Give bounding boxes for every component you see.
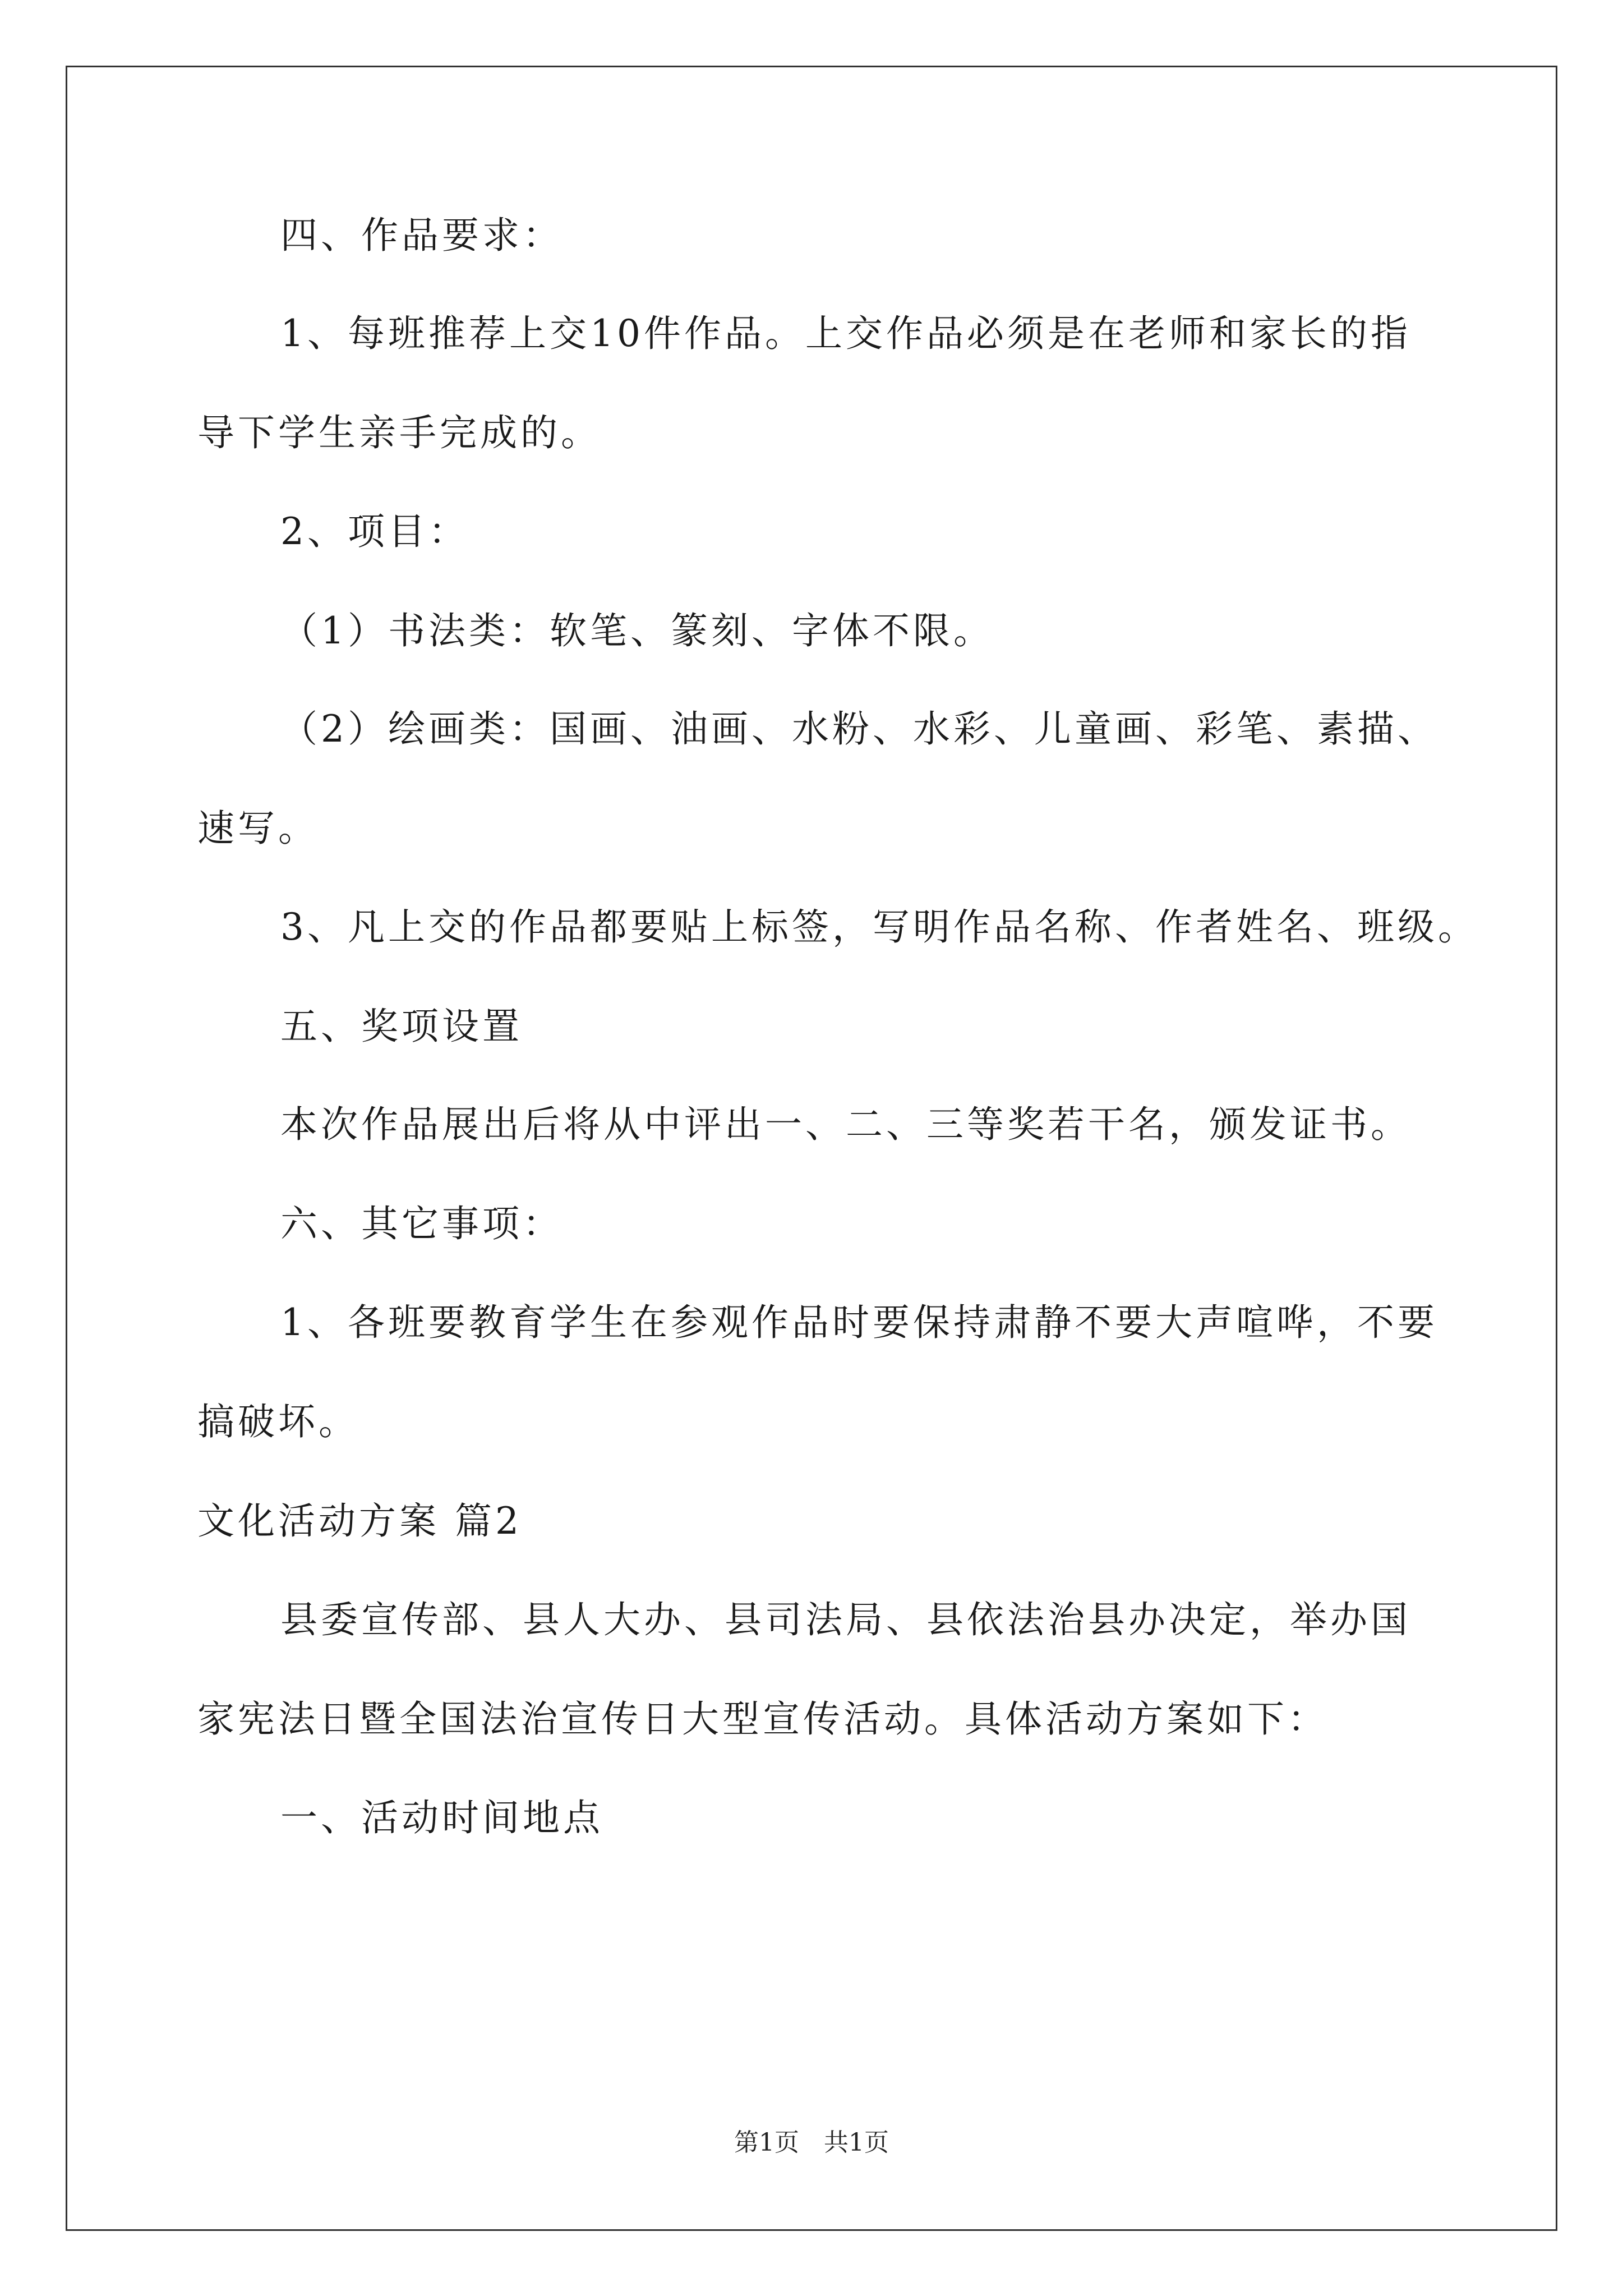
paragraph-line: 本次作品展出后将从中评出一、二、三等奖若干名，颁发证书。 [280,1103,1411,1146]
paragraph-line: （1）书法类：软笔、篆刻、字体不限。 [280,609,994,652]
heading-other-matters: 六、其它事项： [280,1202,563,1245]
section-title: 文化活动方案 篇2 [197,1499,522,1543]
paragraph-line: 县委宣传部、县人大办、县司法局、县依法治县办决定，举办国 [280,1598,1411,1641]
paragraph-line: 1、每班推荐上交10件作品。上交作品必须是在老师和家长的指 [280,312,1411,355]
paragraph-line: 导下学生亲手完成的。 [197,411,601,454]
paragraph-line: 速写。 [197,807,319,850]
paragraph-line: （2）绘画类：国画、油画、水粉、水彩、儿童画、彩笔、素描、 [280,707,1438,751]
paragraph-line: 2、项目： [280,510,469,553]
paragraph-line: 家宪法日暨全国法治宣传日大型宣传活动。具体活动方案如下： [197,1697,1328,1741]
heading-work-requirements: 四、作品要求： [280,214,563,257]
heading-activity-time-place: 一、活动时间地点 [280,1796,603,1839]
heading-awards: 五、奖项设置 [280,1005,523,1048]
paragraph-line: 3、凡上交的作品都要贴上标签，写明作品名称、作者姓名、班级。 [280,905,1478,949]
page-number-footer: 第1页 共1页 [734,2128,889,2157]
paragraph-line: 1、各班要教育学生在参观作品时要保持肃静不要大声喧哗，不要 [280,1301,1438,1344]
paragraph-line: 搞破坏。 [197,1400,359,1443]
